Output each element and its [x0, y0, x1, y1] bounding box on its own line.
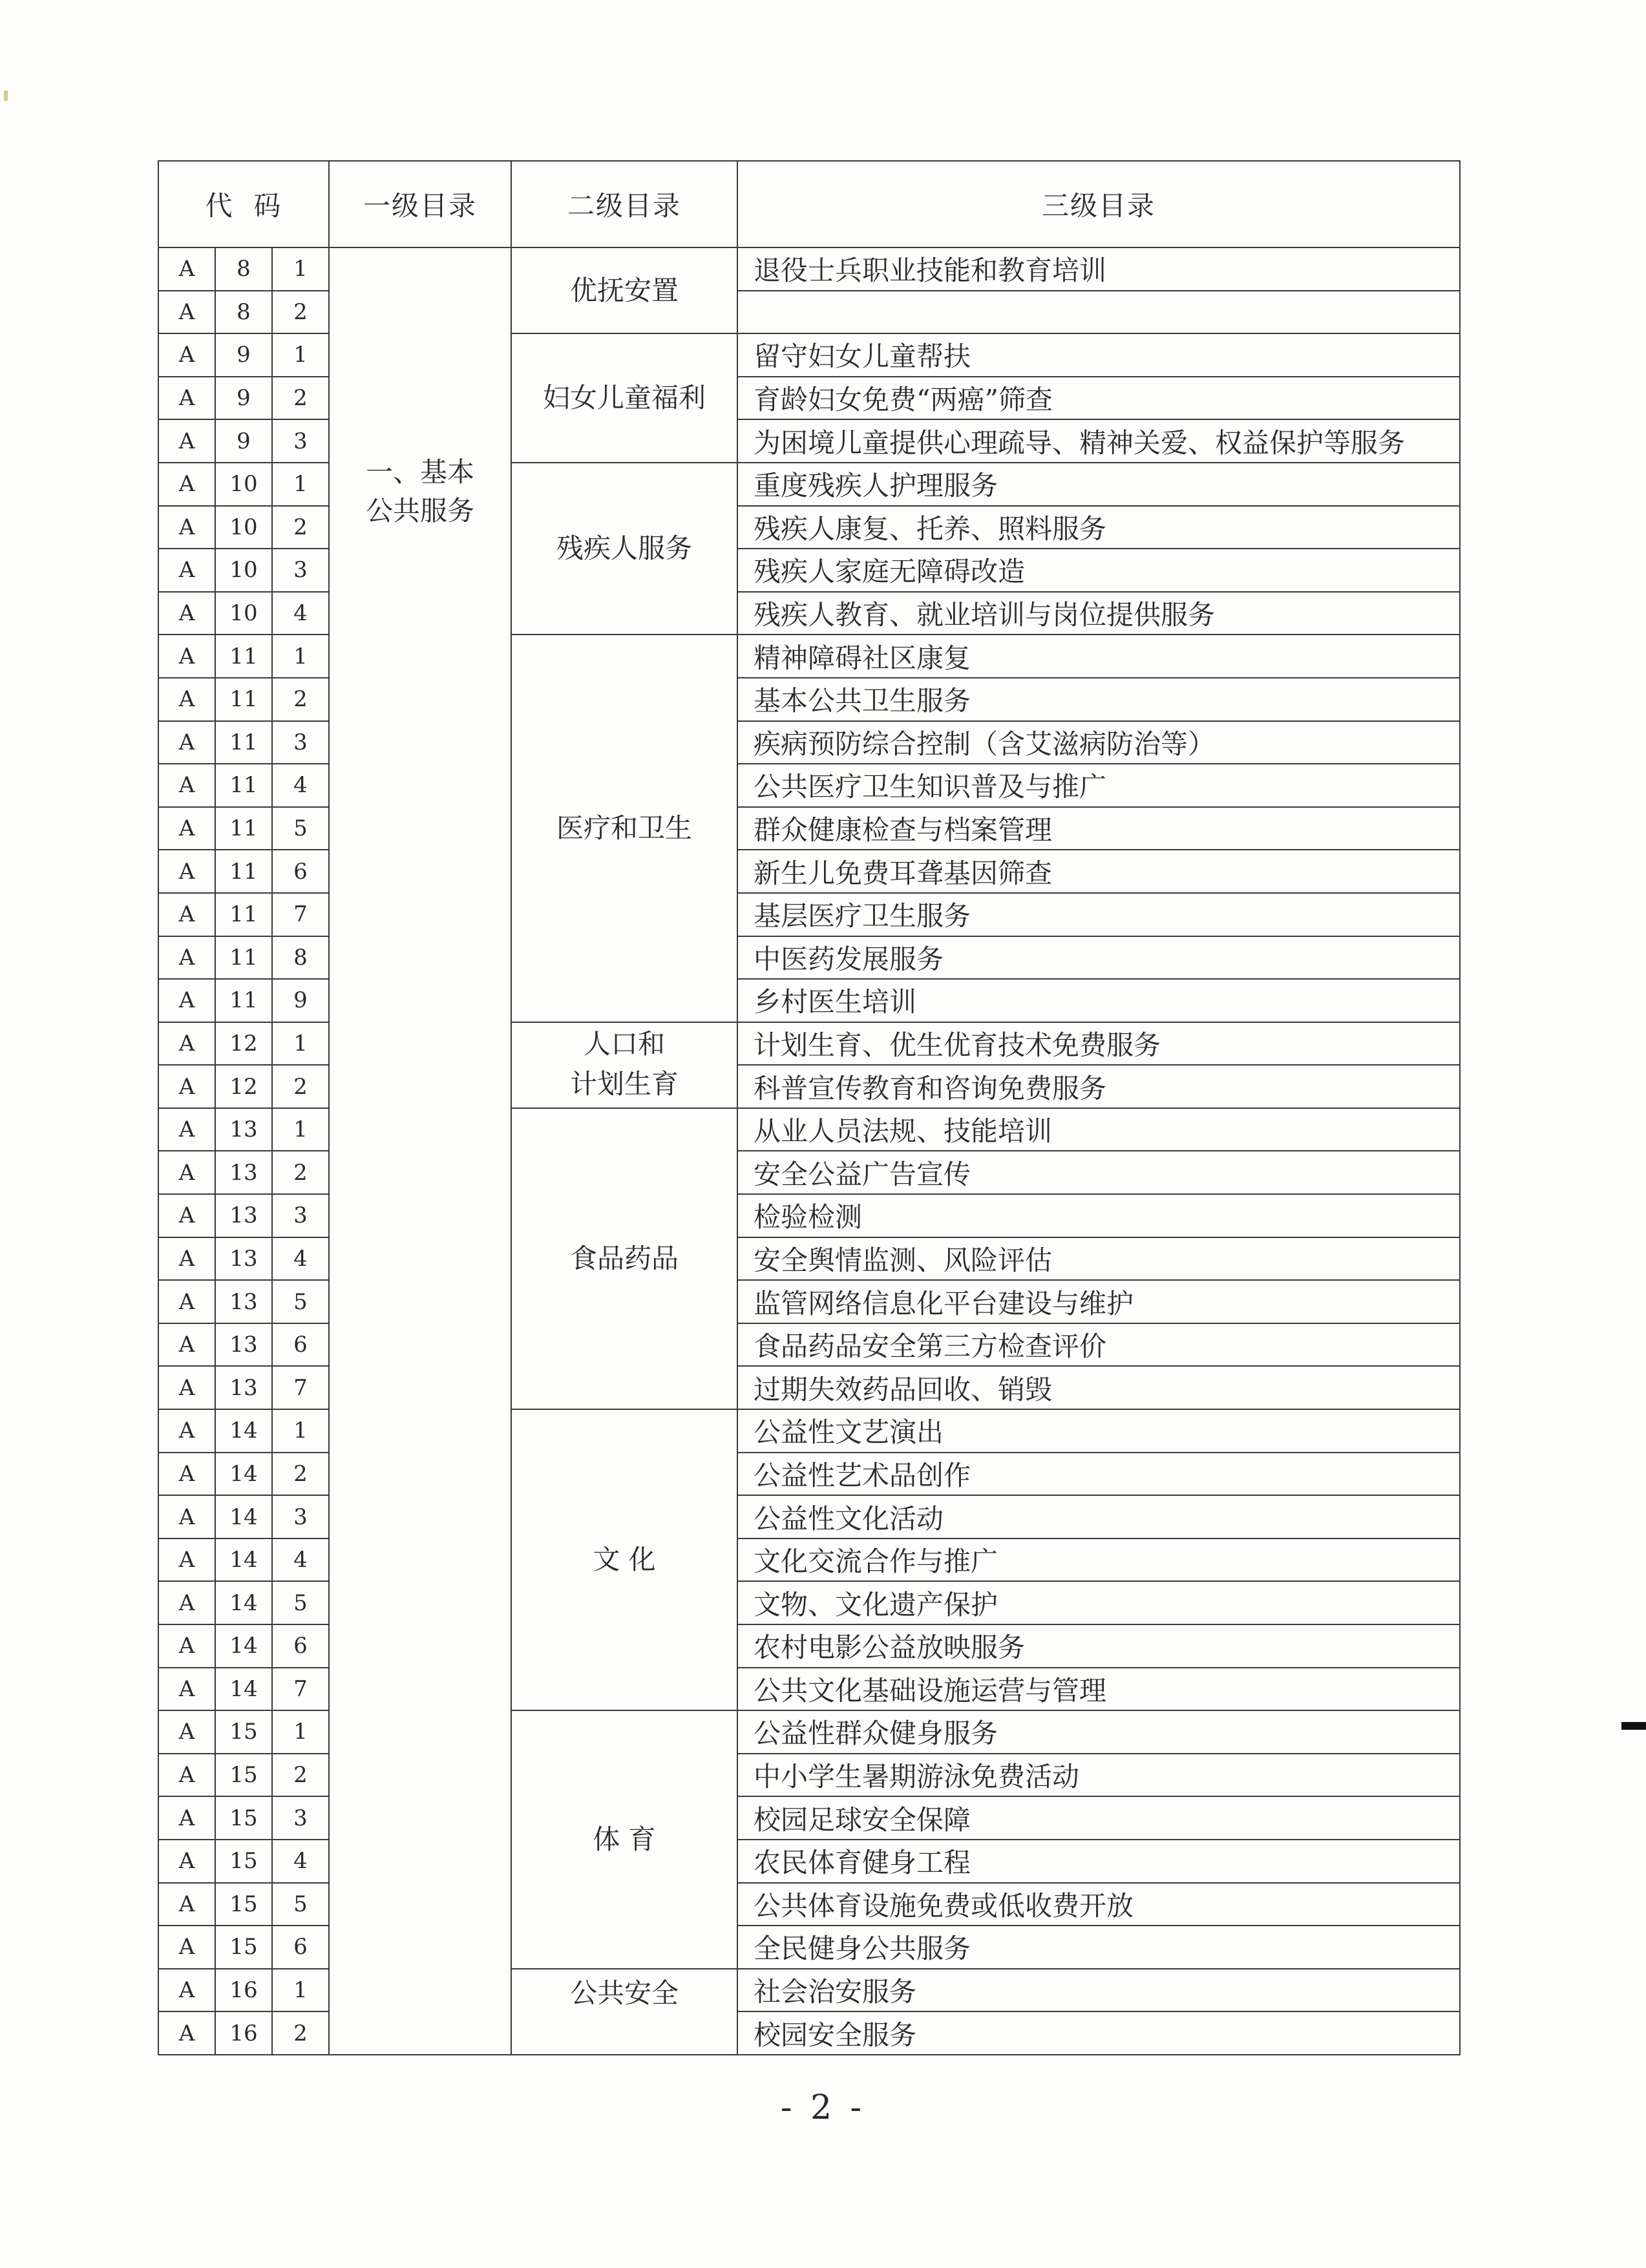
- code-part-1: A: [158, 1194, 215, 1237]
- code-part-2: 11: [215, 807, 272, 850]
- level3-item: 公共体育设施免费或低收费开放: [737, 1883, 1460, 1926]
- code-part-1: A: [158, 1409, 215, 1453]
- code-part-2: 11: [215, 850, 272, 893]
- code-part-1: A: [158, 549, 215, 592]
- level2-category: 体 育: [511, 1710, 737, 1969]
- code-part-2: 11: [215, 764, 272, 807]
- level3-item: 文化交流合作与推广: [737, 1538, 1460, 1582]
- code-part-2: 14: [215, 1538, 272, 1582]
- code-part-1: A: [158, 936, 215, 980]
- service-catalog-table: [158, 160, 1461, 2055]
- code-part-2: 15: [215, 1796, 272, 1840]
- code-part-3: 4: [272, 1538, 329, 1582]
- code-part-1: A: [158, 333, 215, 377]
- level3-item: 育龄妇女免费“两癌”筛查: [737, 377, 1460, 420]
- code-part-2: 11: [215, 721, 272, 764]
- code-part-2: 13: [215, 1194, 272, 1237]
- level2-category: 妇女儿童福利: [511, 333, 737, 463]
- level2-category: 医疗和卫生: [511, 635, 737, 1022]
- code-part-3: 3: [272, 1194, 329, 1237]
- code-part-2: 14: [215, 1453, 272, 1496]
- code-part-2: 15: [215, 1840, 272, 1883]
- code-part-1: A: [158, 1065, 215, 1108]
- code-part-1: A: [158, 377, 215, 420]
- level3-item: [737, 291, 1460, 334]
- level3-item: 安全公益广告宣传: [737, 1151, 1460, 1194]
- code-part-2: 11: [215, 979, 272, 1022]
- code-part-1: A: [158, 1581, 215, 1624]
- code-part-1: A: [158, 247, 215, 291]
- code-part-3: 2: [272, 377, 329, 420]
- code-part-3: 4: [272, 1840, 329, 1883]
- code-part-1: A: [158, 1840, 215, 1883]
- code-part-1: A: [158, 419, 215, 463]
- level3-item: 从业人员法规、技能培训: [737, 1108, 1460, 1151]
- code-part-1: A: [158, 1710, 215, 1754]
- code-part-1: A: [158, 1151, 215, 1194]
- header-level2: 二级目录: [511, 161, 737, 247]
- code-part-3: 1: [272, 1409, 329, 1453]
- code-part-2: 8: [215, 247, 272, 291]
- level1-category: 一、基本 公共服务: [329, 247, 511, 2055]
- code-part-2: 13: [215, 1280, 272, 1323]
- level3-item: 计划生育、优生优育技术免费服务: [737, 1022, 1460, 1066]
- code-part-2: 10: [215, 506, 272, 549]
- level2-category: 优抚安置: [511, 247, 737, 333]
- code-part-2: 10: [215, 463, 272, 506]
- code-part-1: A: [158, 1495, 215, 1538]
- code-part-3: 5: [272, 1581, 329, 1624]
- code-part-1: A: [158, 291, 215, 334]
- code-part-1: A: [158, 1668, 215, 1711]
- level3-item: 公益性文化活动: [737, 1495, 1460, 1538]
- code-part-1: A: [158, 1323, 215, 1367]
- table-body: [158, 247, 1460, 2055]
- level3-item: 重度残疾人护理服务: [737, 463, 1460, 506]
- code-part-3: 2: [272, 1151, 329, 1194]
- level2-category: 人口和 计划生育: [511, 1022, 737, 1108]
- code-part-1: A: [158, 1883, 215, 1926]
- code-part-2: 9: [215, 333, 272, 377]
- code-part-3: 7: [272, 893, 329, 936]
- code-part-1: A: [158, 1796, 215, 1840]
- level3-item: 检验检测: [737, 1194, 1460, 1237]
- level3-item: 乡村医生培训: [737, 979, 1460, 1022]
- level3-item: 基本公共卫生服务: [737, 678, 1460, 721]
- level3-item: 残疾人康复、托养、照料服务: [737, 506, 1460, 549]
- level3-item: 公益性艺术品创作: [737, 1453, 1460, 1496]
- level3-item: 社会治安服务: [737, 1969, 1460, 2012]
- code-part-1: A: [158, 463, 215, 506]
- code-part-3: 2: [272, 1453, 329, 1496]
- table-header-row: [158, 161, 1460, 247]
- code-part-1: A: [158, 1754, 215, 1797]
- code-part-3: 2: [272, 1065, 329, 1108]
- level3-item: 过期失效药品回收、销毁: [737, 1366, 1460, 1409]
- level3-item: 公益性群众健身服务: [737, 1710, 1460, 1754]
- code-part-2: 10: [215, 549, 272, 592]
- level3-item: 公共医疗卫生知识普及与推广: [737, 764, 1460, 807]
- level3-item: 监管网络信息化平台建设与维护: [737, 1280, 1460, 1323]
- level3-item: 校园安全服务: [737, 2011, 1460, 2055]
- code-part-1: A: [158, 979, 215, 1022]
- code-part-3: 3: [272, 549, 329, 592]
- code-part-1: A: [158, 592, 215, 635]
- code-part-3: 2: [272, 506, 329, 549]
- code-part-2: 11: [215, 635, 272, 678]
- level2-category: 食品药品: [511, 1108, 737, 1409]
- code-part-2: 13: [215, 1323, 272, 1367]
- level3-item: 食品药品安全第三方检查评价: [737, 1323, 1460, 1367]
- code-part-3: 4: [272, 592, 329, 635]
- code-part-1: A: [158, 1108, 215, 1151]
- code-part-2: 12: [215, 1065, 272, 1108]
- code-part-1: A: [158, 1280, 215, 1323]
- code-part-2: 14: [215, 1624, 272, 1668]
- code-part-2: 15: [215, 1754, 272, 1797]
- level3-item: 安全舆情监测、风险评估: [737, 1237, 1460, 1281]
- code-part-2: 9: [215, 377, 272, 420]
- code-part-2: 15: [215, 1710, 272, 1754]
- code-part-1: A: [158, 1926, 215, 1969]
- code-part-3: 4: [272, 1237, 329, 1281]
- code-part-1: A: [158, 1538, 215, 1582]
- code-part-3: 1: [272, 463, 329, 506]
- level3-item: 留守妇女儿童帮扶: [737, 333, 1460, 377]
- table-row: [158, 247, 1460, 291]
- code-part-2: 13: [215, 1151, 272, 1194]
- code-part-2: 14: [215, 1581, 272, 1624]
- code-part-3: 5: [272, 807, 329, 850]
- code-part-2: 9: [215, 419, 272, 463]
- code-part-3: 1: [272, 1969, 329, 2012]
- code-part-3: 5: [272, 1280, 329, 1323]
- code-part-3: 8: [272, 936, 329, 980]
- level2-category: 残疾人服务: [511, 463, 737, 635]
- code-part-3: 5: [272, 1883, 329, 1926]
- code-part-3: 2: [272, 2011, 329, 2055]
- code-part-3: 3: [272, 721, 329, 764]
- code-part-3: 6: [272, 1624, 329, 1668]
- code-part-2: 14: [215, 1495, 272, 1538]
- level3-item: 公共文化基础设施运营与管理: [737, 1668, 1460, 1711]
- code-part-2: 15: [215, 1926, 272, 1969]
- code-part-2: 14: [215, 1668, 272, 1711]
- level3-item: 新生儿免费耳聋基因筛查: [737, 850, 1460, 893]
- code-part-2: 16: [215, 1969, 272, 2012]
- code-part-3: 3: [272, 1495, 329, 1538]
- code-part-3: 3: [272, 1796, 329, 1840]
- code-part-3: 6: [272, 1323, 329, 1367]
- level3-item: 中小学生暑期游泳免费活动: [737, 1754, 1460, 1797]
- level3-item: 农村电影公益放映服务: [737, 1624, 1460, 1668]
- level3-item: 校园足球安全保障: [737, 1796, 1460, 1840]
- code-part-3: 1: [272, 247, 329, 291]
- code-part-2: 11: [215, 678, 272, 721]
- code-part-2: 12: [215, 1022, 272, 1066]
- level3-item: 退役士兵职业技能和教育培训: [737, 247, 1460, 291]
- code-part-1: A: [158, 1969, 215, 2012]
- code-part-3: 1: [272, 1710, 329, 1754]
- level3-item: 全民健身公共服务: [737, 1926, 1460, 1969]
- header-level1: 一级目录: [329, 161, 511, 247]
- code-part-1: A: [158, 807, 215, 850]
- code-part-1: A: [158, 1624, 215, 1668]
- code-part-3: 6: [272, 850, 329, 893]
- code-part-1: A: [158, 506, 215, 549]
- level3-item: 科普宣传教育和咨询免费服务: [737, 1065, 1460, 1108]
- code-part-1: A: [158, 1022, 215, 1066]
- code-part-2: 11: [215, 936, 272, 980]
- code-part-3: 1: [272, 635, 329, 678]
- code-part-3: 2: [272, 678, 329, 721]
- code-part-3: 7: [272, 1668, 329, 1711]
- code-part-1: A: [158, 2011, 215, 2055]
- code-part-2: 14: [215, 1409, 272, 1453]
- header-level3: 三级目录: [737, 161, 1460, 247]
- code-part-3: 9: [272, 979, 329, 1022]
- scan-mark: [4, 90, 8, 101]
- code-part-2: 8: [215, 291, 272, 334]
- level2-category: 公共安全: [511, 1969, 737, 2055]
- code-part-3: 2: [272, 1754, 329, 1797]
- code-part-3: 7: [272, 1366, 329, 1409]
- code-part-1: A: [158, 850, 215, 893]
- code-part-1: A: [158, 893, 215, 936]
- level3-item: 农民体育健身工程: [737, 1840, 1460, 1883]
- code-part-2: 11: [215, 893, 272, 936]
- code-part-2: 13: [215, 1237, 272, 1281]
- code-part-1: A: [158, 635, 215, 678]
- level3-item: 为困境儿童提供心理疏导、精神关爱、权益保护等服务: [737, 419, 1460, 463]
- level3-item: 疾病预防综合控制（含艾滋病防治等）: [737, 721, 1460, 764]
- level3-item: 残疾人家庭无障碍改造: [737, 549, 1460, 592]
- code-part-1: A: [158, 764, 215, 807]
- level2-category: 文 化: [511, 1409, 737, 1710]
- code-part-3: 4: [272, 764, 329, 807]
- scan-edge-mark: [1621, 1722, 1646, 1730]
- level3-item: 群众健康检查与档案管理: [737, 807, 1460, 850]
- code-part-3: 1: [272, 333, 329, 377]
- level3-item: 文物、文化遗产保护: [737, 1581, 1460, 1624]
- code-part-3: 1: [272, 1108, 329, 1151]
- page-number: - 2 -: [780, 2088, 866, 2127]
- code-part-2: 15: [215, 1883, 272, 1926]
- level3-item: 公益性文艺演出: [737, 1409, 1460, 1453]
- header-code: 代 码: [158, 161, 329, 247]
- code-part-3: 6: [272, 1926, 329, 1969]
- level3-item: 精神障碍社区康复: [737, 635, 1460, 678]
- code-part-1: A: [158, 1366, 215, 1409]
- code-part-1: A: [158, 1237, 215, 1281]
- code-part-2: 13: [215, 1366, 272, 1409]
- code-part-3: 3: [272, 419, 329, 463]
- code-part-1: A: [158, 721, 215, 764]
- code-part-2: 10: [215, 592, 272, 635]
- code-part-3: 1: [272, 1022, 329, 1066]
- code-part-1: A: [158, 1453, 215, 1496]
- code-part-2: 13: [215, 1108, 272, 1151]
- code-part-3: 2: [272, 291, 329, 334]
- level3-item: 残疾人教育、就业培训与岗位提供服务: [737, 592, 1460, 635]
- level3-item: 基层医疗卫生服务: [737, 893, 1460, 936]
- code-part-1: A: [158, 678, 215, 721]
- level3-item: 中医药发展服务: [737, 936, 1460, 980]
- code-part-2: 16: [215, 2011, 272, 2055]
